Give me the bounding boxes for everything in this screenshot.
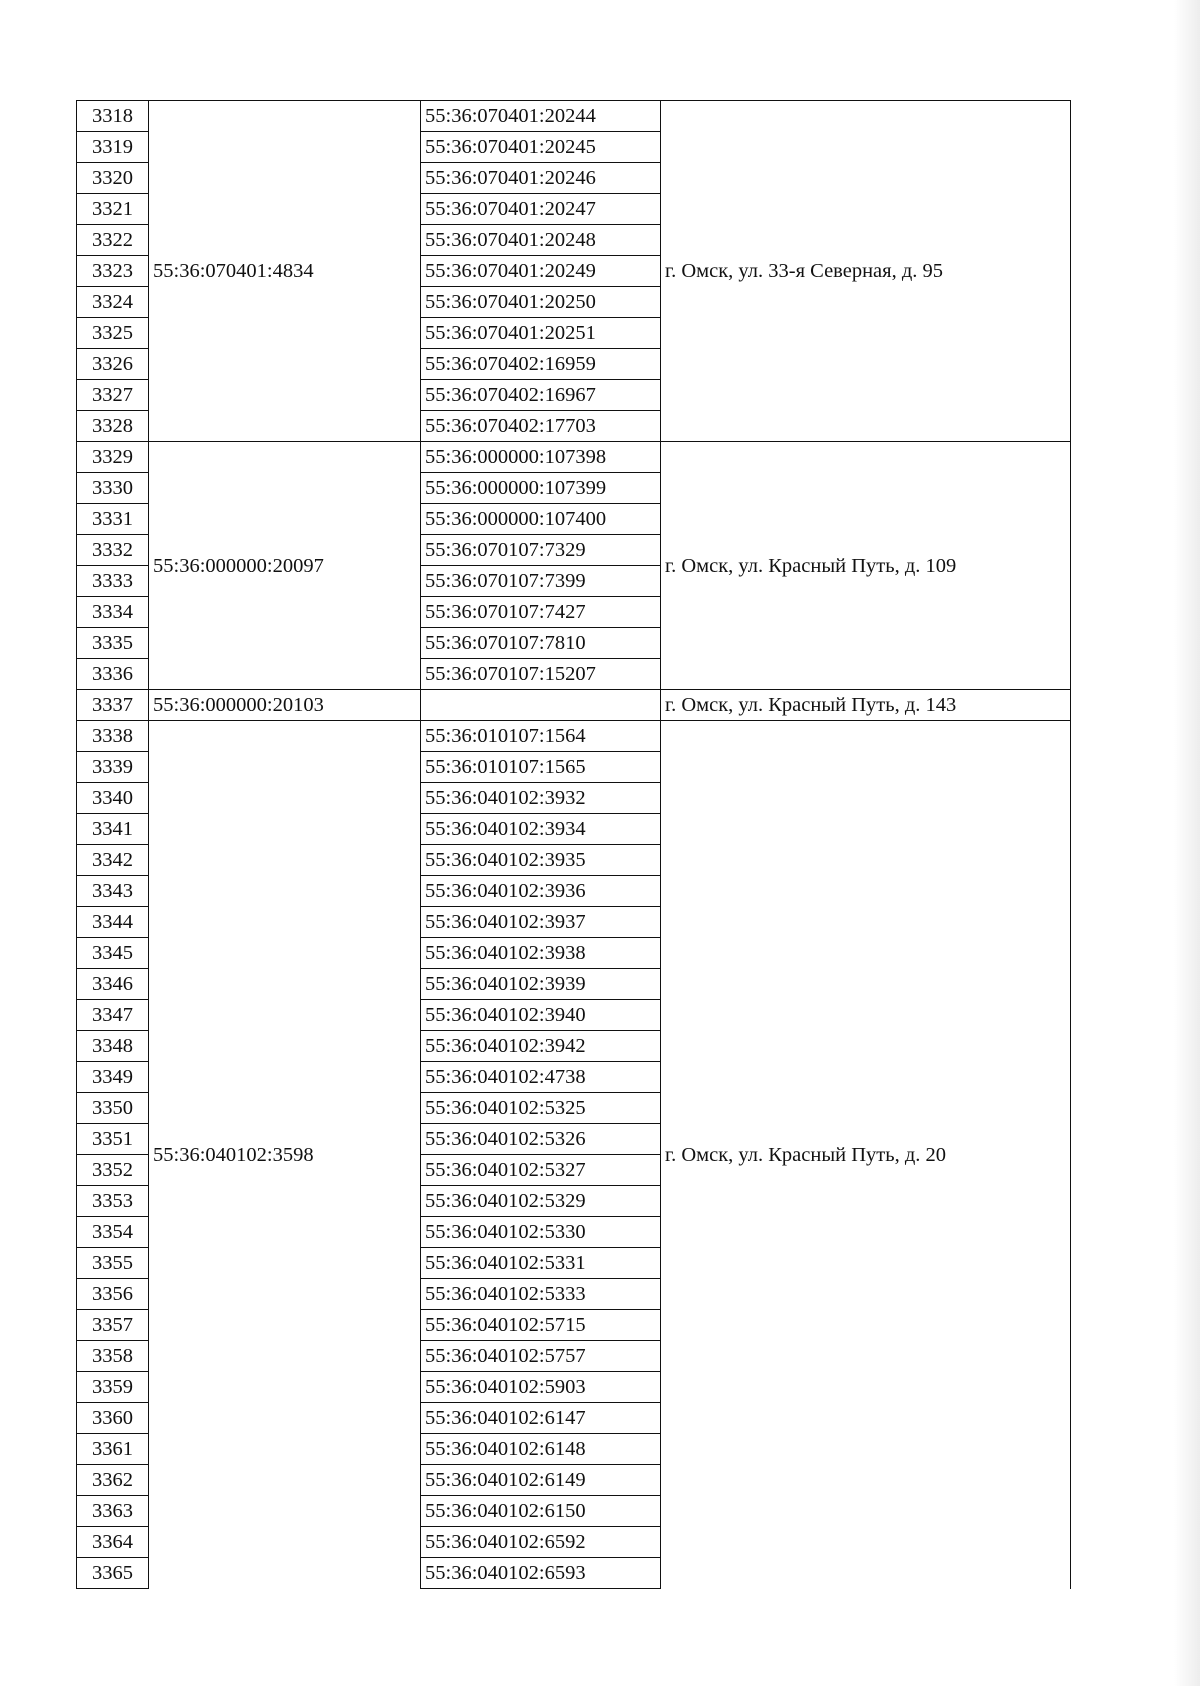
building-cadastral-number-cell: 55:36:070402:17703 bbox=[421, 411, 661, 442]
building-cadastral-number-cell: 55:36:070401:20244 bbox=[421, 101, 661, 132]
row-number-cell: 3355 bbox=[77, 1248, 149, 1279]
building-cadastral-number-cell: 55:36:040102:3939 bbox=[421, 969, 661, 1000]
scan-edge-shadow bbox=[1174, 0, 1200, 1686]
row-number-cell: 3359 bbox=[77, 1372, 149, 1403]
building-cadastral-number-cell: 55:36:040102:5333 bbox=[421, 1279, 661, 1310]
row-number-cell: 3334 bbox=[77, 597, 149, 628]
row-number-cell: 3365 bbox=[77, 1558, 149, 1589]
row-number-cell: 3327 bbox=[77, 380, 149, 411]
table-row bbox=[77, 721, 1071, 752]
building-cadastral-number-cell: 55:36:040102:6592 bbox=[421, 1527, 661, 1558]
building-cadastral-number-cell: 55:36:010107:1564 bbox=[421, 721, 661, 752]
row-number-cell: 3329 bbox=[77, 442, 149, 473]
building-cadastral-number-cell: 55:36:070107:7427 bbox=[421, 597, 661, 628]
building-cadastral-number-cell: 55:36:040102:5326 bbox=[421, 1124, 661, 1155]
row-number-cell: 3324 bbox=[77, 287, 149, 318]
building-cadastral-number-cell: 55:36:070401:20248 bbox=[421, 225, 661, 256]
row-number-cell: 3339 bbox=[77, 752, 149, 783]
building-cadastral-number-cell: 55:36:000000:107398 bbox=[421, 442, 661, 473]
address-cell: г. Омск, ул. Красный Путь, д. 143 bbox=[661, 690, 1071, 721]
row-number-cell: 3345 bbox=[77, 938, 149, 969]
row-number-cell: 3321 bbox=[77, 194, 149, 225]
row-number-cell: 3341 bbox=[77, 814, 149, 845]
row-number-cell: 3357 bbox=[77, 1310, 149, 1341]
building-cadastral-number-cell: 55:36:040102:5330 bbox=[421, 1217, 661, 1248]
row-number-cell: 3332 bbox=[77, 535, 149, 566]
building-cadastral-number-cell: 55:36:040102:3936 bbox=[421, 876, 661, 907]
building-cadastral-number-cell: 55:36:040102:5331 bbox=[421, 1248, 661, 1279]
row-number-cell: 3353 bbox=[77, 1186, 149, 1217]
row-number-cell: 3333 bbox=[77, 566, 149, 597]
row-number-cell: 3320 bbox=[77, 163, 149, 194]
address-cell: г. Омск, ул. 33-я Северная, д. 95 bbox=[661, 101, 1071, 442]
building-cadastral-number-cell: 55:36:070402:16967 bbox=[421, 380, 661, 411]
table-row bbox=[77, 690, 1071, 721]
row-number-cell: 3342 bbox=[77, 845, 149, 876]
building-cadastral-number-cell: 55:36:040102:5329 bbox=[421, 1186, 661, 1217]
building-cadastral-number-cell: 55:36:040102:5715 bbox=[421, 1310, 661, 1341]
row-number-cell: 3336 bbox=[77, 659, 149, 690]
row-number-cell: 3362 bbox=[77, 1465, 149, 1496]
building-cadastral-number-cell: 55:36:000000:107400 bbox=[421, 504, 661, 535]
building-cadastral-number-cell: 55:36:040102:5325 bbox=[421, 1093, 661, 1124]
building-cadastral-number-cell: 55:36:040102:3938 bbox=[421, 938, 661, 969]
building-cadastral-number-cell: 55:36:070402:16959 bbox=[421, 349, 661, 380]
building-cadastral-number-cell: 55:36:000000:107399 bbox=[421, 473, 661, 504]
row-number-cell: 3337 bbox=[77, 690, 149, 721]
registry-table bbox=[76, 100, 1071, 1589]
row-number-cell: 3331 bbox=[77, 504, 149, 535]
building-cadastral-number-cell: 55:36:070107:7329 bbox=[421, 535, 661, 566]
row-number-cell: 3338 bbox=[77, 721, 149, 752]
building-cadastral-number-cell: 55:36:040102:3934 bbox=[421, 814, 661, 845]
building-cadastral-number-cell: 55:36:040102:6148 bbox=[421, 1434, 661, 1465]
row-number-cell: 3335 bbox=[77, 628, 149, 659]
row-number-cell: 3364 bbox=[77, 1527, 149, 1558]
building-cadastral-number-cell: 55:36:040102:3935 bbox=[421, 845, 661, 876]
building-cadastral-number-cell: 55:36:070401:20245 bbox=[421, 132, 661, 163]
row-number-cell: 3351 bbox=[77, 1124, 149, 1155]
building-cadastral-number-cell: 55:36:040102:5327 bbox=[421, 1155, 661, 1186]
building-cadastral-number-cell: 55:36:070107:7810 bbox=[421, 628, 661, 659]
row-number-cell: 3349 bbox=[77, 1062, 149, 1093]
row-number-cell: 3322 bbox=[77, 225, 149, 256]
row-number-cell: 3319 bbox=[77, 132, 149, 163]
building-cadastral-number-cell: 55:36:070401:20247 bbox=[421, 194, 661, 225]
row-number-cell: 3326 bbox=[77, 349, 149, 380]
row-number-cell: 3344 bbox=[77, 907, 149, 938]
building-cadastral-number-cell: 55:36:070401:20246 bbox=[421, 163, 661, 194]
building-cadastral-number-cell: 55:36:040102:3940 bbox=[421, 1000, 661, 1031]
building-cadastral-number-cell: 55:36:070107:15207 bbox=[421, 659, 661, 690]
row-number-cell: 3340 bbox=[77, 783, 149, 814]
row-number-cell: 3354 bbox=[77, 1217, 149, 1248]
building-cadastral-number-cell: 55:36:040102:6150 bbox=[421, 1496, 661, 1527]
building-cadastral-number-cell: 55:36:040102:6593 bbox=[421, 1558, 661, 1589]
building-cadastral-number-cell: 55:36:070401:20251 bbox=[421, 318, 661, 349]
building-cadastral-number-cell: 55:36:070401:20250 bbox=[421, 287, 661, 318]
row-number-cell: 3356 bbox=[77, 1279, 149, 1310]
land-plot-cadastral-number-cell: 55:36:040102:3598 bbox=[149, 721, 421, 1589]
row-number-cell: 3350 bbox=[77, 1093, 149, 1124]
row-number-cell: 3328 bbox=[77, 411, 149, 442]
address-cell: г. Омск, ул. Красный Путь, д. 109 bbox=[661, 442, 1071, 690]
building-cadastral-number-cell: 55:36:040102:3942 bbox=[421, 1031, 661, 1062]
row-number-cell: 3358 bbox=[77, 1341, 149, 1372]
table-row bbox=[77, 442, 1071, 473]
building-cadastral-number-cell: 55:36:040102:6149 bbox=[421, 1465, 661, 1496]
registry-table-body bbox=[77, 101, 1071, 1589]
land-plot-cadastral-number-cell: 55:36:000000:20103 bbox=[149, 690, 421, 721]
row-number-cell: 3343 bbox=[77, 876, 149, 907]
row-number-cell: 3325 bbox=[77, 318, 149, 349]
table-row bbox=[77, 101, 1071, 132]
row-number-cell: 3360 bbox=[77, 1403, 149, 1434]
row-number-cell: 3323 bbox=[77, 256, 149, 287]
building-cadastral-number-cell: 55:36:040102:6147 bbox=[421, 1403, 661, 1434]
building-cadastral-number-cell: 55:36:040102:4738 bbox=[421, 1062, 661, 1093]
building-cadastral-number-cell: 55:36:070401:20249 bbox=[421, 256, 661, 287]
land-plot-cadastral-number-cell: 55:36:000000:20097 bbox=[149, 442, 421, 690]
building-cadastral-number-cell: 55:36:040102:5903 bbox=[421, 1372, 661, 1403]
building-cadastral-number-cell: 55:36:010107:1565 bbox=[421, 752, 661, 783]
building-cadastral-number-cell: 55:36:040102:3937 bbox=[421, 907, 661, 938]
address-cell: г. Омск, ул. Красный Путь, д. 20 bbox=[661, 721, 1071, 1589]
building-cadastral-number-cell: 55:36:070107:7399 bbox=[421, 566, 661, 597]
building-cadastral-number-cell: 55:36:040102:3932 bbox=[421, 783, 661, 814]
row-number-cell: 3318 bbox=[77, 101, 149, 132]
row-number-cell: 3346 bbox=[77, 969, 149, 1000]
row-number-cell: 3347 bbox=[77, 1000, 149, 1031]
row-number-cell: 3361 bbox=[77, 1434, 149, 1465]
row-number-cell: 3330 bbox=[77, 473, 149, 504]
building-cadastral-number-cell: 55:36:040102:5757 bbox=[421, 1341, 661, 1372]
row-number-cell: 3348 bbox=[77, 1031, 149, 1062]
row-number-cell: 3352 bbox=[77, 1155, 149, 1186]
land-plot-cadastral-number-cell: 55:36:070401:4834 bbox=[149, 101, 421, 442]
building-cadastral-number-cell bbox=[421, 690, 661, 721]
row-number-cell: 3363 bbox=[77, 1496, 149, 1527]
